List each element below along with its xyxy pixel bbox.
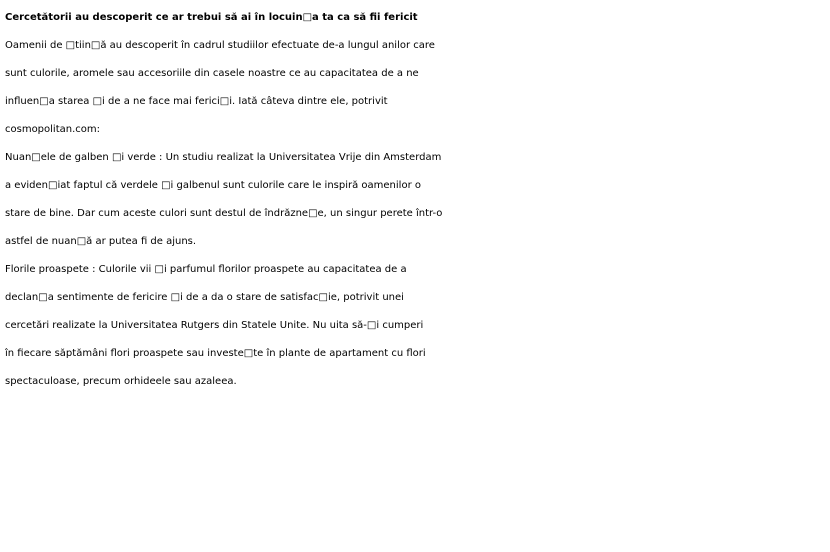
paragraph-line: Florile proaspete : Culorile vii □i parfumul florilor proaspete au capacitatea de a	[5, 264, 407, 275]
paragraph-line: astfel de nuan□ă ar putea fi de ajuns.	[5, 236, 197, 247]
paragraph-line: sunt culorile, aromele sau accesoriile din casele noastre ce au capacitatea de a ne	[5, 68, 419, 79]
source-link-text: cosmopolitan.com:	[5, 124, 100, 135]
paragraph-line: Oamenii de □tiin□ă au descoperit în cadrul studiilor efectuate de-a lungul anilor care	[5, 40, 435, 51]
paragraph-line: Nuan□ele de galben □i verde : Un studiu realizat la Universitatea Vrije din Amsterdam	[5, 152, 442, 163]
paragraph-line: în fiecare săptămâni flori proaspete sau investe□te în plante de apartament cu flori	[5, 348, 426, 359]
paragraph-line: declan□a sentimente de fericire □i de a da o stare de satisfac□ie, potrivit unei	[5, 292, 404, 303]
paragraph-line: a eviden□iat faptul că verdele □i galbenul sunt culorile care le inspiră oamenilor o	[5, 180, 421, 191]
article-title: Cercetătorii au descoperit ce ar trebui să ai în locuin□a ta ca să fii fericit	[5, 12, 418, 23]
paragraph-line: cercetări realizate la Universitatea Rutgers din Statele Unite. Nu uita să-□i cumperi	[5, 320, 424, 331]
paragraph-line: spectaculoase, precum orhideele sau azaleea.	[5, 376, 237, 387]
article-body	[5, 4, 827, 396]
paragraph-line: stare de bine. Dar cum aceste culori sunt destul de îndrăzne□e, un singur perete într-o	[5, 208, 443, 219]
paragraph-line: influen□a starea □i de a ne face mai ferici□i. Iată câteva dintre ele, potrivit	[5, 96, 388, 107]
